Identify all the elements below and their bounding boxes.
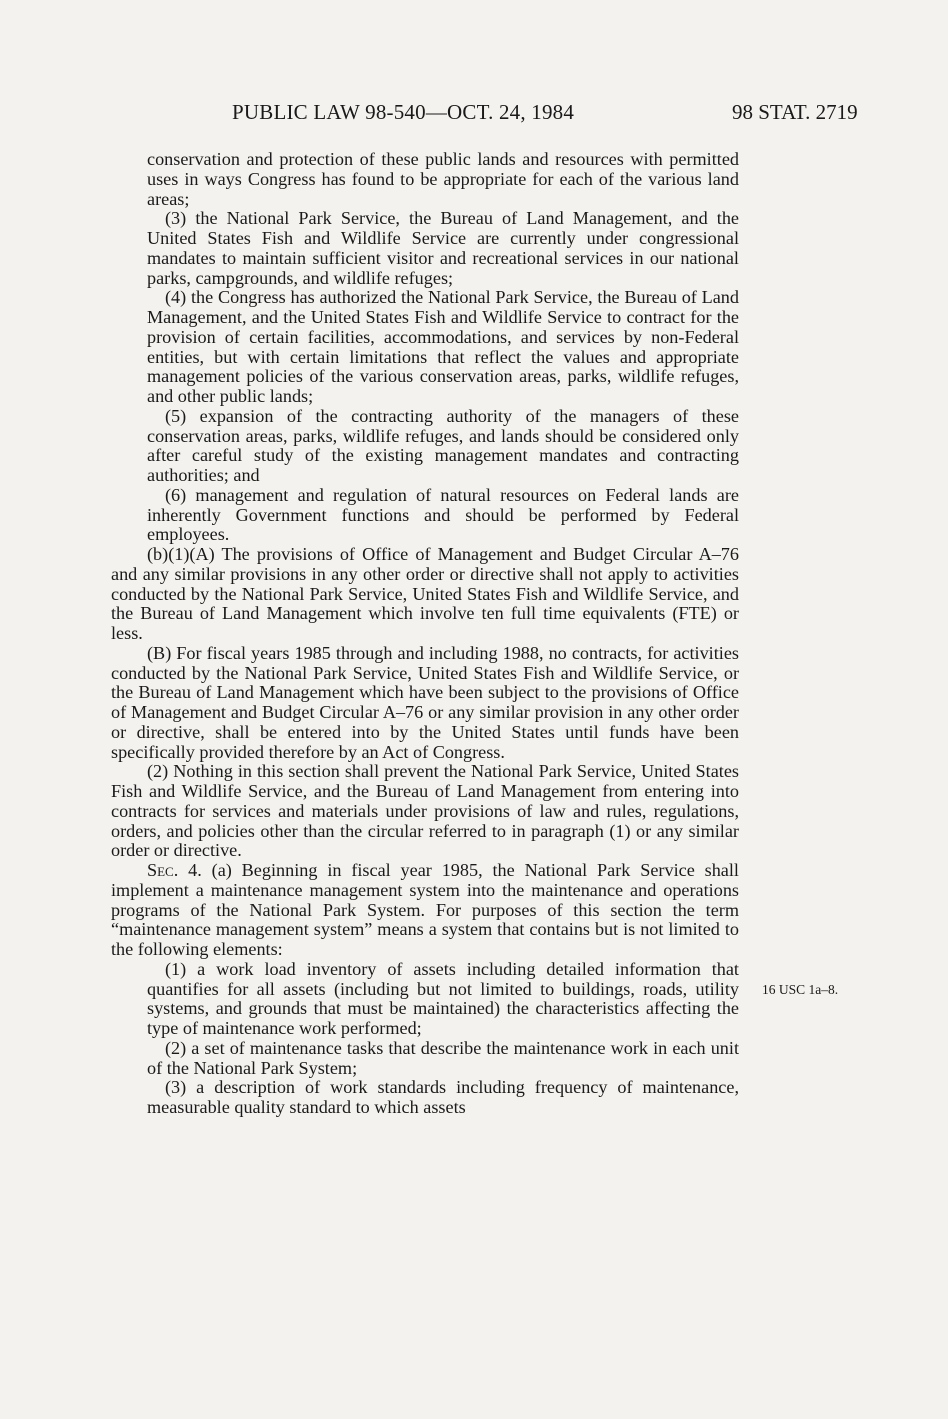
- paragraph-item-3: (3) the National Park Service, the Bureau of Land Management, and the United States Fish and Wildlife Service are currently under congressional mandates to maintain sufficient visitor and recreational services in our national parks, campgrounds, and wildlife refuges;: [147, 208, 739, 288]
- paragraph-element-1: (1) a work load inventory of assets including detailed information that quantifies for all assets (including but not limited to buildings, roads, utility systems, and grounds that must be maintained) the characteristics affecting the type of maintenance work performed;: [147, 958, 739, 1038]
- paragraph-item-5: (5) expansion of the contracting authority of the managers of these conservation areas, parks, wildlife refuges, and lands should be considered only after careful study of the existing management mandates and contracting authorities; and: [147, 405, 739, 485]
- paragraph-b-b: (B) For fiscal years 1985 through and including 1988, no contracts, for activities conducted by the National Park Service, United States Fish and Wildlife Service, or the Bureau of Land Management which have been subject to the provisions of Office of Management and Budget Circular A–76 or any similar provision in any other order or directive, shall be entered into by the United States until funds have been specifically provided therefore by an Act of Congress.: [111, 642, 739, 762]
- paragraph-item-4: (4) the Congress has authorized the National Park Service, the Bureau of Land Management, and the United States Fish and Wildlife Service to contract for the provision of certain facilities, accommodations, and services by non-Federal entities, but with certain limitations that reflect the values and appropriate management policies of the various conservation areas, parks, wildlife refuges, and other public lands;: [147, 287, 739, 406]
- section-4-text: (a) Beginning in fiscal year 1985, the National Park Service shall implement a maintenance management system into the maintenance and operations programs of the National Park System. For purposes of this section the term “maintenance management system” means a system that contains but is not limited to the following elements:: [111, 860, 739, 959]
- paragraph-b1a: (b)(1)(A) The provisions of Office of Management and Budget Circular A–76 and any similar provisions in any other order or directive shall not apply to activities conducted by the National Park Service, United States Fish and Wildlife Service, and the Bureau of Land Management which involve ten full time equivalents (FTE) or less.: [111, 544, 739, 643]
- law-text-body: [111, 150, 739, 1118]
- paragraph-element-3: (3) a description of work standards including frequency of maintenance, measurable quality standard to which assets: [147, 1077, 739, 1117]
- paragraph-b2: (2) Nothing in this section shall prevent the National Park Service, United States Fish and Wildlife Service, and the Bureau of Land Management from entering into contracts for services and materials under provisions of law and rules, regulations, orders, and policies other than the circular referred to in paragraph (1) or any similar order or directive.: [111, 761, 739, 861]
- section-label: Sec. 4.: [147, 860, 202, 880]
- usc-margin-citation: 16 USC 1a–8.: [762, 982, 839, 997]
- statute-page-number: 98 STAT. 2719: [732, 100, 858, 124]
- section-4-intro: [111, 861, 739, 960]
- paragraph-continuation: conservation and protection of these public lands and resources with permitted uses in ways Congress has found to be appropriate for each of the various land areas;: [147, 149, 739, 209]
- paragraph-item-6: (6) management and regulation of natural resources on Federal lands are inherently Government functions and should be performed by Federal employees.: [147, 484, 739, 545]
- running-header-title: PUBLIC LAW 98-540—OCT. 24, 1984: [232, 100, 575, 124]
- paragraph-element-2: (2) a set of maintenance tasks that describe the maintenance work in each unit of the National Park System;: [147, 1037, 739, 1078]
